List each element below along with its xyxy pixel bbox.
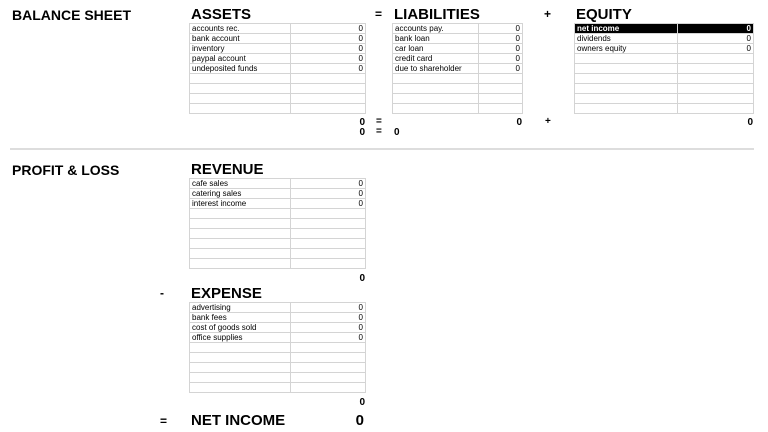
plus-sign: + <box>545 116 551 127</box>
account-name-cell[interactable]: catering sales <box>190 189 291 199</box>
account-name-cell[interactable] <box>575 74 678 84</box>
account-name-cell[interactable]: accounts pay. <box>393 24 479 34</box>
amount-cell[interactable] <box>678 64 754 74</box>
expense-heading: EXPENSE <box>191 285 262 302</box>
account-name-cell[interactable]: due to shareholder <box>393 64 479 74</box>
table-row <box>393 64 523 74</box>
equals-sign: = <box>376 126 382 137</box>
table-row <box>393 24 523 34</box>
table-row <box>190 24 366 34</box>
table-row <box>575 94 754 104</box>
amount-cell[interactable] <box>291 373 366 383</box>
equity-total: 0 <box>747 117 753 128</box>
table-row <box>190 219 366 229</box>
table-row <box>575 44 754 54</box>
amount-cell[interactable] <box>291 249 366 259</box>
amount-cell[interactable]: 0 <box>291 313 366 323</box>
table-row <box>190 373 366 383</box>
account-name-cell[interactable]: accounts rec. <box>190 24 291 34</box>
table-row <box>190 74 366 84</box>
profit-loss-title: PROFIT & LOSS <box>12 162 120 178</box>
expense-table <box>189 302 366 393</box>
liabilities-heading: LIABILITIES <box>394 6 480 23</box>
account-name-cell[interactable]: cost of goods sold <box>190 323 291 333</box>
revenue-heading: REVENUE <box>191 161 264 178</box>
amount-cell[interactable] <box>291 104 366 114</box>
account-name-cell[interactable] <box>190 229 291 239</box>
account-name-cell[interactable]: cafe sales <box>190 179 291 189</box>
balance-sheet-title: BALANCE SHEET <box>12 7 132 23</box>
amount-cell[interactable] <box>678 74 754 84</box>
account-name-cell[interactable] <box>190 343 291 353</box>
account-name-cell[interactable] <box>190 363 291 373</box>
amount-cell[interactable]: 0 <box>291 54 366 64</box>
amount-cell[interactable] <box>291 239 366 249</box>
equals-sign: = <box>376 116 382 127</box>
account-name-cell[interactable] <box>575 64 678 74</box>
account-name-cell[interactable]: office supplies <box>190 333 291 343</box>
equity-heading: EQUITY <box>576 6 632 23</box>
assets-total: 0 <box>359 117 365 128</box>
section-divider <box>10 148 754 150</box>
table-row <box>190 44 366 54</box>
account-name-cell[interactable]: advertising <box>190 303 291 313</box>
account-name-cell[interactable]: car loan <box>393 44 479 54</box>
amount-cell[interactable] <box>479 74 523 84</box>
account-name-cell[interactable]: inventory <box>190 44 291 54</box>
account-name-cell[interactable] <box>190 94 291 104</box>
table-row <box>575 64 754 74</box>
account-name-cell[interactable] <box>190 373 291 383</box>
minus-sign: - <box>160 286 164 300</box>
amount-cell[interactable] <box>678 54 754 64</box>
table-row <box>575 24 754 34</box>
amount-cell[interactable]: 0 <box>479 24 523 34</box>
table-row <box>190 383 366 393</box>
table-row <box>190 209 366 219</box>
table-row <box>190 94 366 104</box>
amount-cell[interactable] <box>291 94 366 104</box>
account-name-cell[interactable]: bank fees <box>190 313 291 323</box>
amount-cell[interactable]: 0 <box>678 24 754 34</box>
account-name-cell[interactable] <box>190 353 291 363</box>
table-row <box>190 259 366 269</box>
table-row <box>575 84 754 94</box>
account-name-cell[interactable]: bank loan <box>393 34 479 44</box>
liabilities-total: 0 <box>516 117 522 128</box>
account-name-cell[interactable] <box>190 84 291 94</box>
table-row <box>393 74 523 84</box>
table-row <box>190 353 366 363</box>
table-row <box>190 189 366 199</box>
table-row <box>190 34 366 44</box>
table-row <box>190 303 366 313</box>
table-row <box>190 343 366 353</box>
account-name-cell[interactable] <box>190 249 291 259</box>
table-row <box>393 34 523 44</box>
revenue-table <box>189 178 366 269</box>
table-row <box>190 54 366 64</box>
amount-cell[interactable] <box>678 104 754 114</box>
amount-cell[interactable]: 0 <box>291 333 366 343</box>
amount-cell[interactable] <box>291 219 366 229</box>
table-row <box>190 239 366 249</box>
account-name-cell[interactable] <box>190 219 291 229</box>
table-row <box>190 229 366 239</box>
table-row <box>575 54 754 64</box>
account-name-cell[interactable] <box>190 383 291 393</box>
account-name-cell[interactable] <box>393 74 479 84</box>
amount-cell[interactable]: 0 <box>479 54 523 64</box>
amount-cell[interactable]: 0 <box>291 303 366 313</box>
table-row <box>393 84 523 94</box>
equity-table <box>574 23 754 114</box>
amount-cell[interactable]: 0 <box>291 199 366 209</box>
account-name-cell[interactable] <box>393 94 479 104</box>
amount-cell[interactable]: 0 <box>678 34 754 44</box>
account-name-cell[interactable] <box>393 104 479 114</box>
amount-cell[interactable]: 0 <box>479 34 523 44</box>
account-name-cell[interactable] <box>190 74 291 84</box>
account-name-cell[interactable] <box>190 259 291 269</box>
account-name-cell[interactable] <box>190 104 291 114</box>
amount-cell[interactable] <box>479 84 523 94</box>
amount-cell[interactable]: 0 <box>479 64 523 74</box>
amount-cell[interactable]: 0 <box>291 34 366 44</box>
table-row <box>190 179 366 189</box>
account-name-cell[interactable] <box>575 94 678 104</box>
plus-sign: + <box>544 7 552 21</box>
amount-cell[interactable]: 0 <box>291 24 366 34</box>
amount-cell[interactable] <box>291 363 366 373</box>
check-right: 0 <box>394 127 400 138</box>
amount-cell[interactable]: 0 <box>479 44 523 54</box>
account-name-cell[interactable]: net income <box>575 24 678 34</box>
account-name-cell[interactable] <box>393 84 479 94</box>
table-row <box>575 34 754 44</box>
amount-cell[interactable] <box>291 209 366 219</box>
table-row <box>190 333 366 343</box>
account-name-cell[interactable]: interest income <box>190 199 291 209</box>
amount-cell[interactable]: 0 <box>291 189 366 199</box>
account-name-cell[interactable]: dividends <box>575 34 678 44</box>
amount-cell[interactable] <box>291 343 366 353</box>
account-name-cell[interactable]: credit card <box>393 54 479 64</box>
amount-cell[interactable]: 0 <box>678 44 754 54</box>
table-row <box>575 74 754 84</box>
account-name-cell[interactable] <box>190 209 291 219</box>
equals-sign: = <box>375 7 383 21</box>
amount-cell[interactable] <box>291 383 366 393</box>
amount-cell[interactable] <box>678 94 754 104</box>
table-row <box>575 104 754 114</box>
table-row <box>190 84 366 94</box>
amount-cell[interactable]: 0 <box>291 323 366 333</box>
amount-cell[interactable] <box>291 84 366 94</box>
table-row <box>393 94 523 104</box>
net-income-value: 0 <box>355 412 364 429</box>
amount-cell[interactable]: 0 <box>291 179 366 189</box>
account-name-cell[interactable] <box>190 239 291 249</box>
amount-cell[interactable] <box>479 94 523 104</box>
amount-cell[interactable] <box>291 259 366 269</box>
expense-total: 0 <box>359 397 365 408</box>
revenue-total: 0 <box>359 273 365 284</box>
check-left: 0 <box>359 127 365 138</box>
assets-table <box>189 23 366 114</box>
account-name-cell[interactable]: owners equity <box>575 44 678 54</box>
table-row <box>190 64 366 74</box>
table-row <box>190 104 366 114</box>
table-row <box>393 44 523 54</box>
table-row <box>190 363 366 373</box>
table-row <box>190 249 366 259</box>
account-name-cell[interactable] <box>575 104 678 114</box>
table-row <box>190 199 366 209</box>
table-row <box>190 313 366 323</box>
amount-cell[interactable] <box>479 104 523 114</box>
net-income-label: NET INCOME <box>191 412 286 429</box>
amount-cell[interactable] <box>291 74 366 84</box>
amount-cell[interactable] <box>678 84 754 94</box>
account-name-cell[interactable]: paypal account <box>190 54 291 64</box>
equals-sign: = <box>160 414 168 428</box>
amount-cell[interactable] <box>291 229 366 239</box>
liabilities-table <box>392 23 523 114</box>
account-name-cell[interactable] <box>575 54 678 64</box>
account-name-cell[interactable] <box>575 84 678 94</box>
amount-cell[interactable]: 0 <box>291 64 366 74</box>
amount-cell[interactable]: 0 <box>291 44 366 54</box>
table-row <box>393 54 523 64</box>
assets-heading: ASSETS <box>191 6 252 23</box>
account-name-cell[interactable]: bank account <box>190 34 291 44</box>
amount-cell[interactable] <box>291 353 366 363</box>
table-row <box>393 104 523 114</box>
table-row <box>190 323 366 333</box>
account-name-cell[interactable]: undeposited funds <box>190 64 291 74</box>
